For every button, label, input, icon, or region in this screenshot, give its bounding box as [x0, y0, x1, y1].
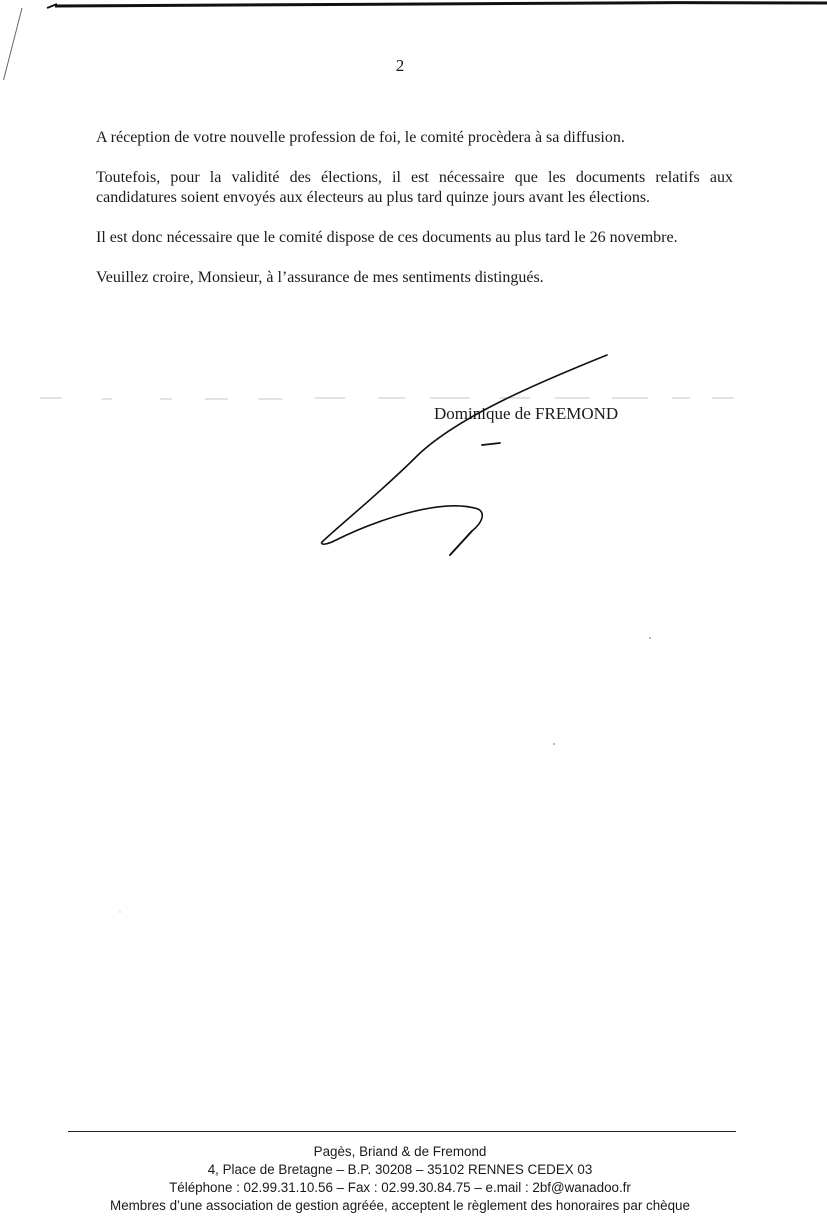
- page-number: 2: [395, 56, 405, 75]
- paragraph-closing: Veuillez croire, Monsieur, à l’assurance de mes sentiments distingués.: [96, 269, 544, 286]
- handwritten-signature: [300, 345, 630, 565]
- paragraph-reception: A réception de votre nouvelle profession de foi, le comité procèdera à sa diffusion.: [96, 129, 625, 146]
- footer-membership: Membres d’une association de gestion agréée, acceptent le règlement des honoraires par chèque: [110, 1198, 690, 1213]
- letter-body: [96, 128, 733, 308]
- scan-fold-line: [0, 390, 827, 410]
- footer-address: 4, Place de Bretagne – B.P. 30208 – 35102 RENNES CEDEX 03: [207, 1162, 593, 1177]
- footer-divider: [68, 1131, 736, 1132]
- letterhead-footer: [0, 1143, 800, 1215]
- footer-firm-name: Pagès, Briand & de Fremond: [313, 1144, 487, 1159]
- paragraph-validity: Toutefois, pour la validité des élections, il est nécessaire que les documents relatifs aux candidatures soient envoyés aux électeurs au plus tard quinze jours avant les élections.: [96, 169, 733, 206]
- signer-name: Dominique de FREMOND: [434, 404, 619, 423]
- paragraph-deadline: Il est donc nécessaire que le comité dispose de ces documents au plus tard le 26 novembre.: [96, 229, 678, 246]
- footer-contact: Téléphone : 02.99.31.10.56 – Fax : 02.99.30.84.75 – e.mail : 2bf@wanadoo.fr: [169, 1180, 631, 1195]
